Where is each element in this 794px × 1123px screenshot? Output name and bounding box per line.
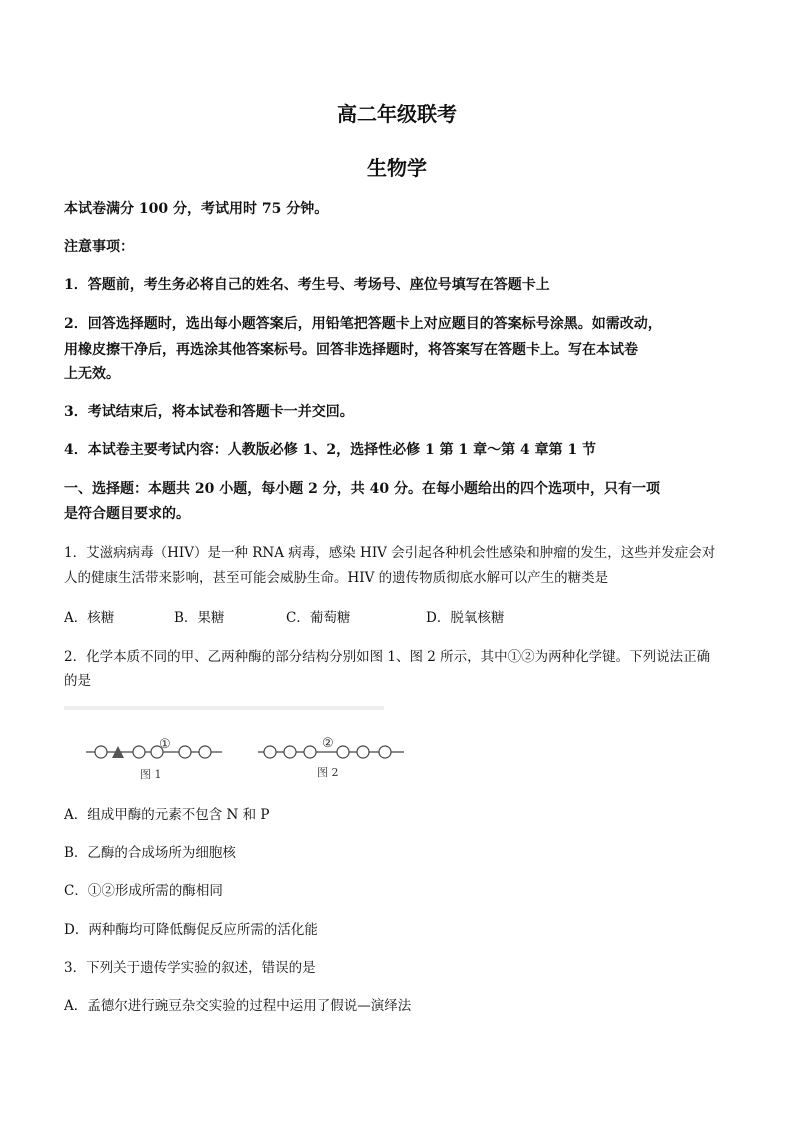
option-b: B．果糖: [174, 610, 225, 626]
monomer-circle: [95, 746, 107, 758]
figure-1-label: 图 1: [140, 768, 162, 781]
monomer-circle: [264, 746, 276, 758]
question-2-option-b: B．乙酶的合成场所为细胞核: [64, 845, 236, 861]
scan-artifact: [64, 706, 384, 710]
notice-item: 3．考试结束后，将本试卷和答题卡一并交回。: [64, 404, 354, 420]
question-3-option-a: A．孟德尔进行豌豆杂交实验的过程中运用了假说—演绎法: [64, 998, 412, 1014]
enzyme-structure-figure: [64, 698, 484, 798]
monomer-circle: [304, 746, 316, 758]
bond-2-label: ②: [322, 736, 334, 751]
question-1-stem-continued: 人的健康生活带来影响，甚至可能会威胁生命。HIV 的遗传物质彻底水解可以产生的糖类是: [64, 570, 609, 586]
option-c: C．葡萄糖: [286, 610, 351, 626]
notice-item-continued: 上无效。: [64, 366, 120, 382]
monomer-circle: [379, 746, 391, 758]
question-2-option-c: C．①②形成所需的酶相同: [64, 883, 223, 899]
question-2-stem-continued: 的是: [64, 673, 91, 689]
section-heading-continued: 是符合题目要求的。: [64, 506, 190, 522]
question-1-options: [64, 606, 734, 628]
monomer-circle: [133, 746, 145, 758]
question-1-stem: 1．艾滋病病毒（HIV）是一种 RNA 病毒，感染 HIV 会引起各种机会性感染和肿瘤的发生，这些并发症会对: [64, 545, 716, 561]
score-time-line: 本试卷满分 100 分，考试用时 75 分钟。: [64, 201, 329, 217]
question-2-stem: 2．化学本质不同的甲、乙两种酶的部分结构分别如图 1、图 2 所示，其中①②为两种化学键。下列说法正确: [64, 649, 711, 665]
notice-heading: 注意事项：: [64, 239, 134, 255]
figure-2-label: 图 2: [317, 766, 339, 779]
subject-title: 生物学: [367, 156, 427, 180]
notice-item: 4．本试卷主要考试内容：人教版必修 1、2，选择性必修 1 第 1 章～第 4 章第 1 节: [64, 442, 597, 458]
question-2-option-d: D．两种酶均可降低酶促反应所需的活化能: [64, 922, 318, 938]
option-d: D．脱氧核糖: [426, 610, 505, 626]
bond-1-label: ①: [159, 737, 171, 752]
option-a: A．核糖: [64, 610, 115, 626]
figure-1-chain: [86, 737, 222, 781]
monomer-circle: [357, 746, 369, 758]
exam-title: 高二年级联考: [337, 102, 457, 126]
monomer-circle: [199, 746, 211, 758]
monomer-circle: [284, 746, 296, 758]
section-heading: 一、选择题：本题共 20 小题，每小题 2 分，共 40 分。在每小题给出的四个选项中，只有一项: [64, 481, 660, 497]
notice-item: 1．答题前，考生务必将自己的姓名、考生号、考场号、座位号填写在答题卡上: [64, 277, 550, 293]
notice-item-continued: 用橡皮擦干净后，再选涂其他答案标号。回答非选择题时，将答案写在答题卡上。写在本试卷: [64, 342, 638, 358]
figure-2-chain: [258, 736, 404, 779]
question-3-stem: 3．下列关于遗传学实验的叙述，错误的是: [64, 960, 316, 976]
monomer-circle: [337, 746, 349, 758]
notice-item: 2．回答选择题时，选出每小题答案后，用铅笔把答题卡上对应题目的答案标号涂黑。如需改动，: [64, 316, 662, 332]
question-2-option-a: A．组成甲酶的元素不包含 N 和 P: [64, 807, 270, 823]
monomer-circle: [179, 746, 191, 758]
